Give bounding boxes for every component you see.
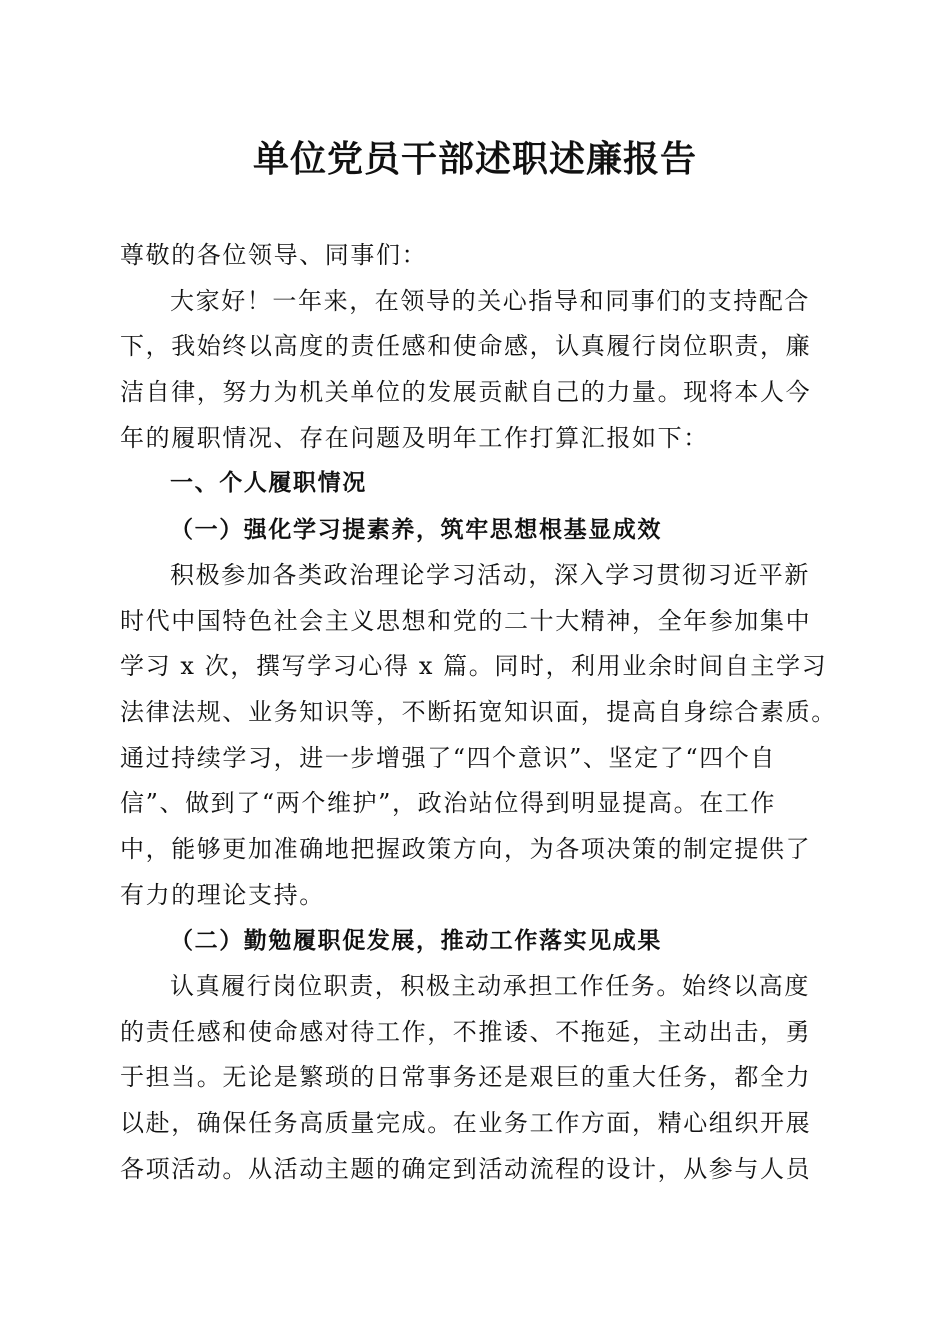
paragraph-line: 的责任感和使命感对待工作，不推诿、不拖延，主动出击，勇 xyxy=(120,1017,812,1046)
paragraph-line: 以赴，确保任务高质量完成。在业务工作方面，精心组织开展 xyxy=(120,1109,812,1138)
paragraph-line: 认真履行岗位职责，积极主动承担工作任务。始终以高度 xyxy=(170,972,810,1000)
paragraph-line: 下，我始终以高度的责任感和使命感，认真履行岗位职责，廉 xyxy=(120,332,812,361)
paragraph-line: 年的履职情况、存在问题及明年工作打算汇报如下： xyxy=(120,423,709,452)
subsection-heading: （二）勤勉履职促发展，推动工作落实见成果 xyxy=(170,927,662,955)
document-body xyxy=(120,233,840,1192)
paragraph-line: 信”、做到了“两个维护”，政治站位得到明显提高。在工作 xyxy=(120,789,777,818)
paragraph-line: 有力的理论支持。 xyxy=(120,880,325,909)
paragraph-line: 学习 x 次，撰写学习心得 x 篇。同时，利用业余时间自主学习 xyxy=(120,652,828,681)
paragraph-line: 时代中国特色社会主义思想和党的二十大精神，全年参加集中 xyxy=(120,606,812,635)
section-heading: 一、个人履职情况 xyxy=(170,470,367,497)
paragraph-line: 中，能够更加准确地把握政策方向，为各项决策的制定提供了 xyxy=(120,834,812,863)
paragraph-line: 大家好！一年来，在领导的关心指导和同事们的支持配合 xyxy=(170,286,810,315)
paragraph-line: 于担当。无论是繁琐的日常事务还是艰巨的重大任务，都全力 xyxy=(120,1063,812,1092)
paragraph-line: 法律法规、业务知识等，不断拓宽知识面，提高自身综合素质。 xyxy=(120,697,837,726)
salutation: 尊敬的各位领导、同事们： xyxy=(120,241,428,269)
subsection-heading: （一）强化学习提素养，筑牢思想根基显成效 xyxy=(170,516,662,544)
paragraph-line: 洁自律，努力为机关单位的发展贡献自己的力量。现将本人今 xyxy=(120,378,812,407)
paragraph-line: 通过持续学习，进一步增强了“四个意识”、坚定了“四个自 xyxy=(120,743,777,772)
paragraph-line: 各项活动。从活动主题的确定到活动流程的设计，从参与人员 xyxy=(120,1154,812,1183)
paragraph-line: 积极参加各类政治理论学习活动，深入学习贯彻习近平新 xyxy=(170,560,810,589)
document-title: 单位党员干部述职述廉报告 xyxy=(252,138,697,180)
